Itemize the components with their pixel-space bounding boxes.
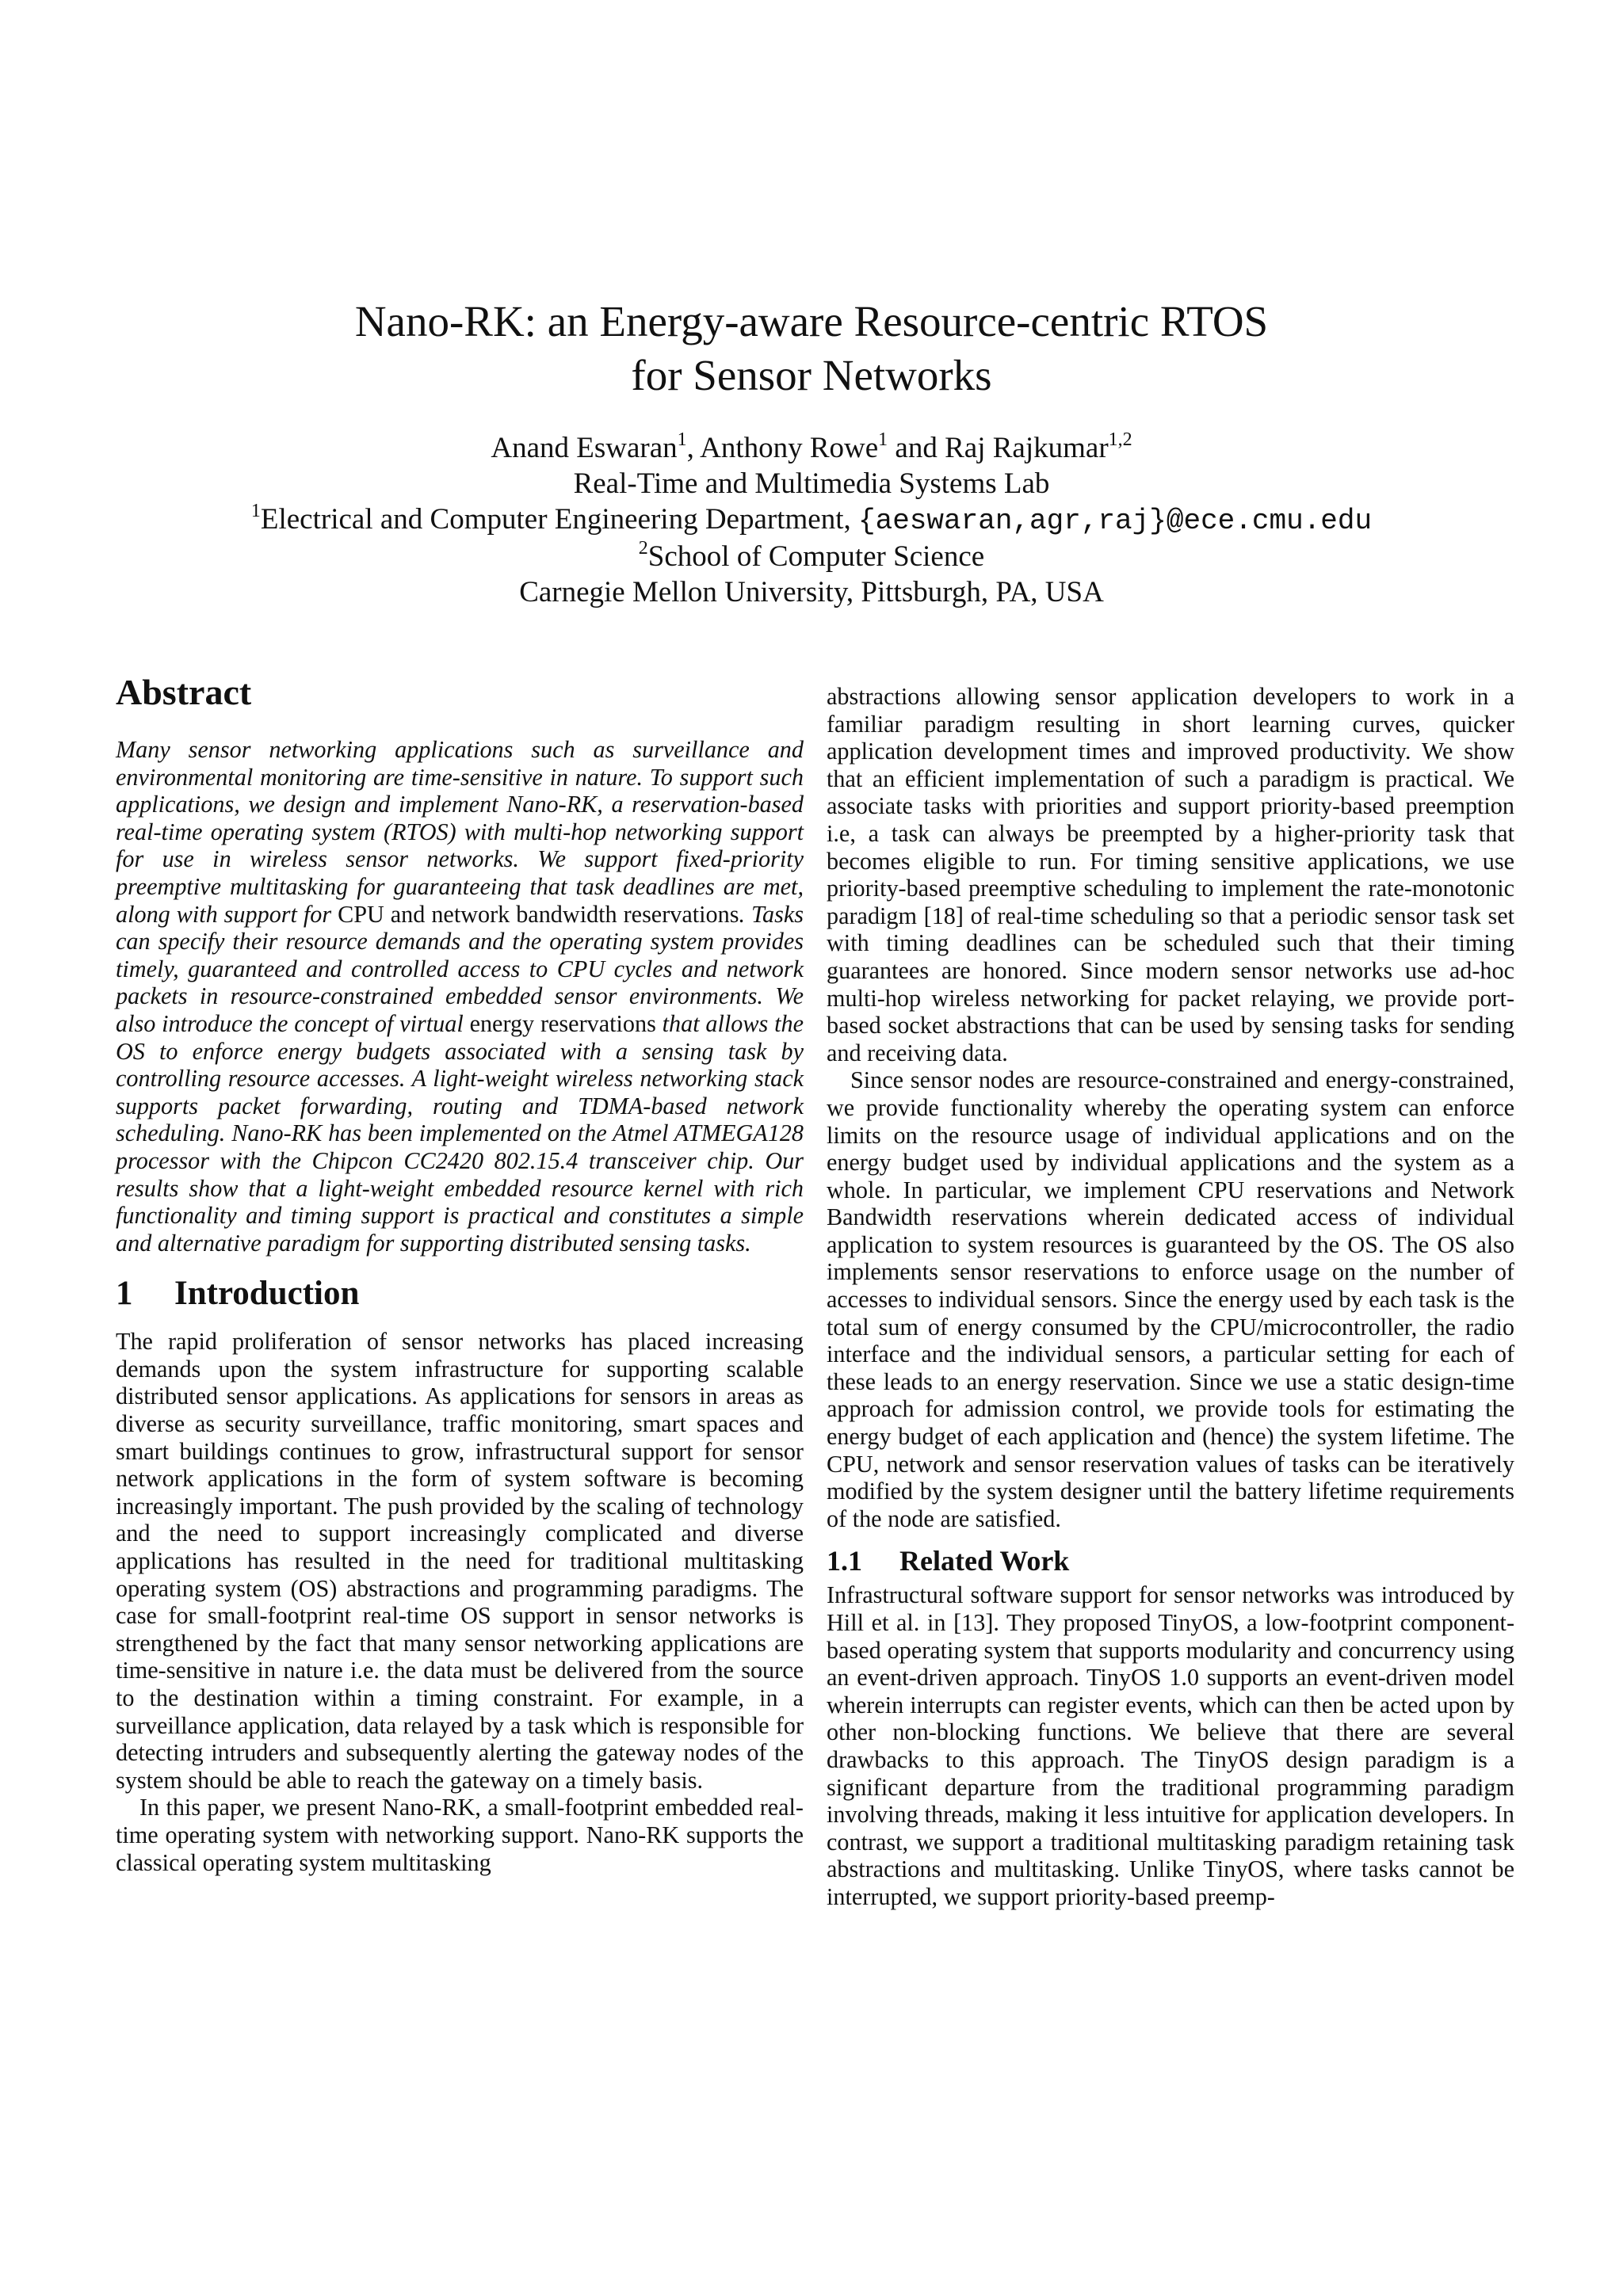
abstract-text xyxy=(116,736,804,1257)
subsection-title: Related Work xyxy=(899,1545,1070,1577)
lab-name: Real-Time and Multimedia Systems Lab xyxy=(573,467,1050,500)
intro-paragraph-1: The rapid proliferation of sensor networks has placed increasing demands upon the system infrastructure for supporting scalable distributed sensor applications. As applications for sensors in areas as diverse as security surveillance, traffic monitoring, smart spaces and smart buildings continues to grow, infrastructural support for sensor network applications in the form of system software is becoming increasingly important. The push provided by the scaling of technology and the need to support increasingly complicated and diverse applications has resulted in the need for traditional multitasking operating system (OS) abstractions and programming paradigms. The case for small-footprint real-time OS support in sensor networks is strengthened by the fact that many sensor networking applications are time-sensitive in nature i.e. the data must be delivered from the source to the destination within a timing constraint. For example, in a surveillance application, data relayed by a task which is responsible for detecting intruders and subsequently alerting the gateway nodes of the system should be able to reach the gateway on a timely basis. xyxy=(116,1328,804,1794)
author-3: Raj Rajkumar xyxy=(945,432,1109,464)
author-block xyxy=(0,430,1623,610)
affiliation-1 xyxy=(0,502,1623,539)
title-line-2: for Sensor Networks xyxy=(631,351,992,399)
right-paragraph-1: abstractions allowing sensor application developers to work in a familiar paradigm resulting in short learning curves, quicker application development times and improved productivity. We show that an efficient implementation of such a paradigm is practical. We associate tasks with priorities and support priority-based preemption i.e, a task can always be preempted by a higher-priority task that becomes eligible to run. For timing sensitive applications, we use priority-based preemptive scheduling to implement the rate-monotonic paradigm [18] of real-time scheduling so that a periodic sensor task set with timing deadlines can be scheduled such that their timing guarantees are honored. Since modern sensor networks use ad-hoc multi-hop wireless networking for packet relaying, we provide port-based socket abstractions that can be used by sensing tasks for sending and receiving data. xyxy=(827,683,1514,1066)
title-line-1: Nano-RK: an Energy-aware Resource-centric RTOS xyxy=(354,297,1269,345)
section-heading-introduction xyxy=(116,1274,804,1314)
affiliation-2-text: School of Computer Science xyxy=(647,540,985,573)
abstract-part-4: . Tasks can specify their resource demands and the operating system provides timely, guaranteed and controlled access to CPU cycles and network packets in resource-constrained embedded sensor environments. We also introduce the concept of virtual xyxy=(116,900,804,1037)
affiliation-2 xyxy=(0,539,1623,574)
author-1-affil: 1 xyxy=(677,429,687,450)
left-column xyxy=(116,670,804,1876)
subsection-heading-related-work xyxy=(827,1543,1514,1578)
abstract-heading: Abstract xyxy=(116,672,252,712)
abstract-part-1: Many sensor networking applications such as surveillance and environmental monitoring are time-sensitive in nature. To support such applications, we design and implement Nano-RK, a reservation-based real-time operating system (RTOS) with multi-hop networking support for use in wireless sensor networks. We support fixed-priority preemptive multitasking for guaranteeing that task deadlines are met, along with support xyxy=(116,736,804,928)
author-emails: {aeswaran,agr,raj}@ece.cmu.edu xyxy=(858,505,1373,537)
intro-paragraph-2: In this paper, we present Nano-RK, a small-footprint embedded real-time operating system with networking support. Nano-RK supports the classical operating system multitasking xyxy=(116,1794,804,1876)
author-2-affil: 1 xyxy=(878,429,888,450)
subsection-number: 1.1 xyxy=(827,1545,862,1577)
right-column xyxy=(827,683,1514,1911)
affiliation-1-marker: 1 xyxy=(250,501,261,521)
section-title: Introduction xyxy=(174,1275,360,1313)
author-1: Anand Eswaran xyxy=(491,432,678,464)
section-number: 1 xyxy=(116,1275,133,1313)
right-paragraph-2: Since sensor nodes are resource-constrained and energy-constrained, we provide functionality whereby the operating system can enforce limits on the resource usage of individual applications and on the energy budget used by individual applications and the system as a whole. In particular, we implement CPU reservations and Network Bandwidth reservations wherein dedicated access of individual application to system resources is guaranteed by the OS. The OS also implements sensor reservations to enforce usage on the number of accesses to individual sensors. Since the energy used by each task is the total sum of energy consumed by the CPU/microcontroller, the radio interface and the individual sensors, a particular setting for each of these leads to an energy reservation. Since we use a static design-time approach for admission control, we provide tools for estimating the energy budget of each application and (hence) the system lifetime. The CPU, network and sensor reservation values of tasks can be iteratively modified by the system designer until the battery lifetime requirements of the node are satisfied. xyxy=(827,1066,1514,1532)
abstract-part-3: CPU and network bandwidth reservations xyxy=(331,900,739,928)
affiliation-3: Carnegie Mellon University, Pittsburgh, PA, USA xyxy=(519,576,1104,608)
abstract-part-5: energy reservations xyxy=(469,1009,656,1037)
affiliation-2-marker: 2 xyxy=(638,538,648,559)
author-2: Anthony Rowe xyxy=(700,432,879,464)
related-work-paragraph: Infrastructural software support for sensor networks was introduced by Hill et al. in [13]. They proposed TinyOS, a low-footprint component-based operating system that supports modularity and concurrency using an event-driven approach. TinyOS 1.0 supports an event-driven model wherein interrupts can register events, which can then be acted upon by other non-blocking functions. We believe that there are several drawbacks to this approach. The TinyOS design paradigm is a significant departure from the traditional programming paradigm involving threads, making it less intuitive for application developers. In contrast, we support a traditional multitasking paradigm retaining task abstractions and multitasking. Unlike TinyOS, where tasks cannot be interrupted, we support priority-based preemp- xyxy=(827,1581,1514,1910)
abstract-part-6: that allows the OS to enforce energy budgets associated with a sensing task by controlling resource accesses. A light-weight wireless networking stack supports packet forwarding, routing and TDMA-based network scheduling. Nano-RK has been implemented on the Atmel ATMEGA128 processor with the Chipcon CC2420 802.15.4 transceiver chip. Our results show that a light-weight embedded resource kernel with rich functionality and timing support is practical and constitutes a simple and alternative paradigm for supporting distributed sensing tasks. xyxy=(116,1009,804,1257)
affiliation-1-text: Electrical and Computer Engineering Department, xyxy=(260,503,858,536)
paper-title xyxy=(0,295,1623,402)
abstract-part-2: for xyxy=(303,900,332,928)
author-sep-1: , xyxy=(686,432,701,464)
author-3-affil: 1,2 xyxy=(1108,429,1132,450)
author-names xyxy=(0,430,1623,466)
author-sep-2: and xyxy=(888,432,945,464)
